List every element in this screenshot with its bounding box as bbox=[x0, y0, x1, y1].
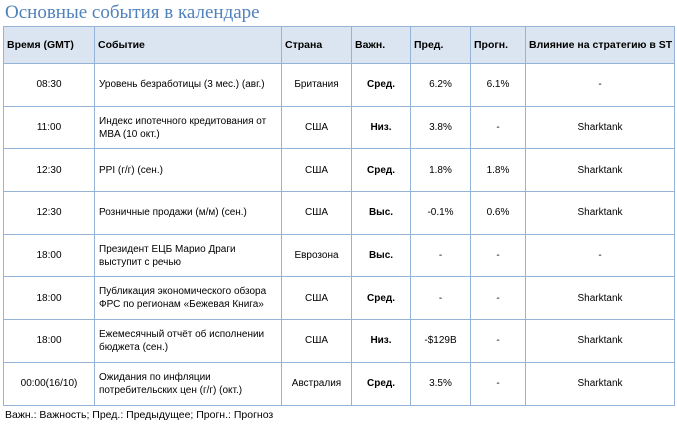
cell-importance: Выс. bbox=[352, 234, 411, 277]
cell-forecast: - bbox=[471, 362, 526, 405]
cell-time: 18:00 bbox=[4, 320, 95, 363]
cell-country: Еврозона bbox=[282, 234, 352, 277]
page-title: Основные события в календаре bbox=[5, 2, 260, 23]
cell-event: Розничные продажи (м/м) (сен.) bbox=[95, 192, 282, 235]
cell-time: 12:30 bbox=[4, 149, 95, 192]
header-forecast: Прогн. bbox=[471, 27, 526, 64]
footnote: Важн.: Важность; Пред.: Предыдущее; Прогн.: Прогноз bbox=[5, 409, 274, 421]
cell-previous: 6.2% bbox=[411, 64, 471, 107]
cell-forecast: - bbox=[471, 106, 526, 149]
cell-forecast: - bbox=[471, 277, 526, 320]
cell-country: США bbox=[282, 320, 352, 363]
cell-impact: Sharktank bbox=[526, 106, 675, 149]
cell-previous: 3.5% bbox=[411, 362, 471, 405]
cell-previous: - bbox=[411, 234, 471, 277]
header-previous: Пред. bbox=[411, 27, 471, 64]
header-country: Страна bbox=[282, 27, 352, 64]
cell-previous: -$129B bbox=[411, 320, 471, 363]
cell-previous: - bbox=[411, 277, 471, 320]
cell-importance: Выс. bbox=[352, 192, 411, 235]
cell-forecast: 1.8% bbox=[471, 149, 526, 192]
table-row bbox=[4, 64, 675, 107]
cell-impact: Sharktank bbox=[526, 192, 675, 235]
cell-importance: Сред. bbox=[352, 362, 411, 405]
cell-time: 18:00 bbox=[4, 277, 95, 320]
cell-impact: Sharktank bbox=[526, 277, 675, 320]
table-row bbox=[4, 149, 675, 192]
cell-forecast: 6.1% bbox=[471, 64, 526, 107]
cell-previous: 3.8% bbox=[411, 106, 471, 149]
cell-impact: - bbox=[526, 234, 675, 277]
cell-event: Президент ЕЦБ Марио Драги выступит с речью bbox=[95, 234, 282, 277]
table-row bbox=[4, 277, 675, 320]
cell-time: 08:30 bbox=[4, 64, 95, 107]
cell-previous: -0.1% bbox=[411, 192, 471, 235]
cell-impact: Sharktank bbox=[526, 362, 675, 405]
cell-event: Уровень безработицы (3 мес.) (авг.) bbox=[95, 64, 282, 107]
cell-importance: Сред. bbox=[352, 277, 411, 320]
table-row bbox=[4, 362, 675, 405]
cell-time: 11:00 bbox=[4, 106, 95, 149]
cell-country: Австралия bbox=[282, 362, 352, 405]
calendar-table bbox=[3, 26, 675, 406]
header-row bbox=[4, 27, 675, 64]
cell-impact: Sharktank bbox=[526, 320, 675, 363]
header-impact: Влияние на стратегию в ST bbox=[526, 27, 675, 64]
table-row bbox=[4, 320, 675, 363]
cell-time: 00:00(16/10) bbox=[4, 362, 95, 405]
cell-time: 18:00 bbox=[4, 234, 95, 277]
header-event: Событие bbox=[95, 27, 282, 64]
cell-event: PPI (г/г) (сен.) bbox=[95, 149, 282, 192]
cell-impact: - bbox=[526, 64, 675, 107]
cell-country: США bbox=[282, 277, 352, 320]
cell-importance: Сред. bbox=[352, 64, 411, 107]
table-row bbox=[4, 234, 675, 277]
cell-forecast: 0.6% bbox=[471, 192, 526, 235]
cell-previous: 1.8% bbox=[411, 149, 471, 192]
cell-forecast: - bbox=[471, 320, 526, 363]
table-row bbox=[4, 106, 675, 149]
cell-country: Британия bbox=[282, 64, 352, 107]
cell-event: Ожидания по инфляции потребительских цен (г/г) (окт.) bbox=[95, 362, 282, 405]
cell-time: 12:30 bbox=[4, 192, 95, 235]
cell-country: США bbox=[282, 106, 352, 149]
cell-event: Ежемесячный отчёт об исполнении бюджета (сен.) bbox=[95, 320, 282, 363]
cell-importance: Низ. bbox=[352, 106, 411, 149]
cell-forecast: - bbox=[471, 234, 526, 277]
cell-country: США bbox=[282, 149, 352, 192]
cell-event: Индекс ипотечного кредитования от MBA (10 окт.) bbox=[95, 106, 282, 149]
cell-importance: Низ. bbox=[352, 320, 411, 363]
cell-importance: Сред. bbox=[352, 149, 411, 192]
header-importance: Важн. bbox=[352, 27, 411, 64]
cell-country: США bbox=[282, 192, 352, 235]
cell-impact: Sharktank bbox=[526, 149, 675, 192]
table-row bbox=[4, 192, 675, 235]
header-time: Время (GMT) bbox=[4, 27, 95, 64]
cell-event: Публикация экономического обзора ФРС по регионам «Бежевая Книга» bbox=[95, 277, 282, 320]
